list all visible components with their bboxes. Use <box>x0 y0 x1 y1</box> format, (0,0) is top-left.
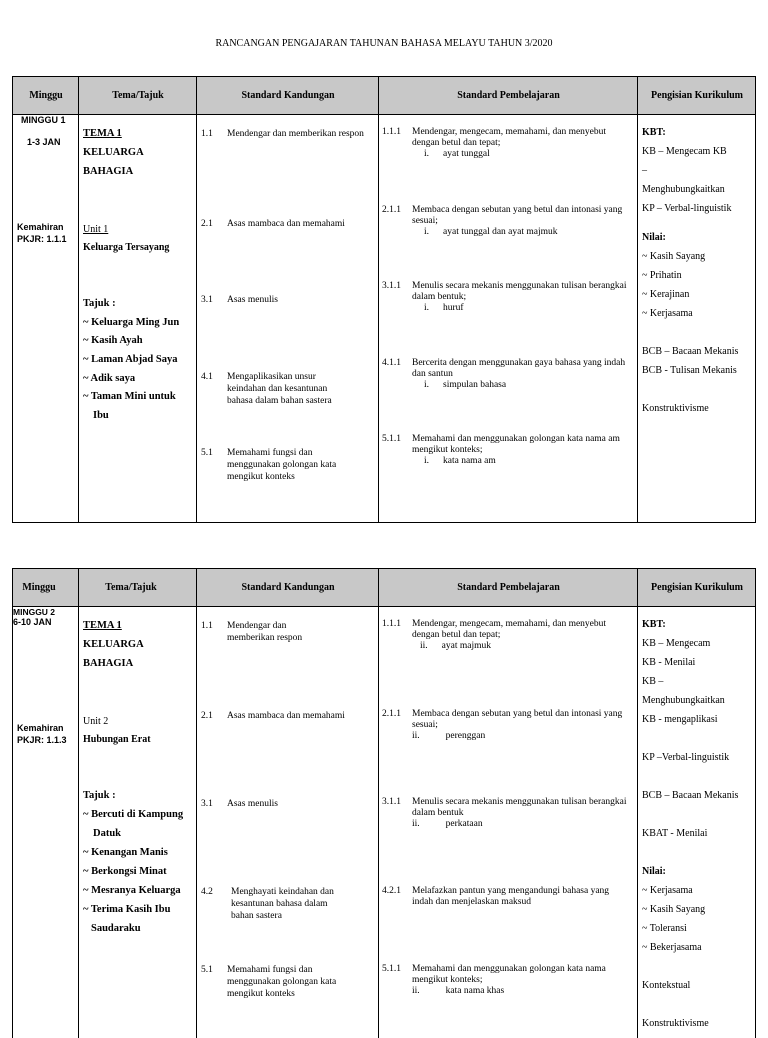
sk-item: 5.1 Memahami fungsi dan menggunakan golongan kata mengikut konteks <box>201 448 337 482</box>
tema-label: TEMA 1 <box>83 128 122 139</box>
sk-item: 4.1 Mengaplikasikan unsur keindahan dan kesantunan bahasa dalam bahan sastera <box>201 372 332 406</box>
tajuk-item: ~ Laman Abjad Saya <box>83 354 178 365</box>
header-standard-kandungan: Standard Kandungan <box>241 90 335 101</box>
plan-table-week-2 <box>12 568 756 1038</box>
pk-block: KBT: KB – Mengecam KB - Menilai KB – Menghubungkaitkan KB - mengaplikasi KP –Verbal-linguistik BCB – Bacaan Mekanis KBAT - Menilai Nilai: ~ Kerjasama ~ Kasih Sayang ~ Toleransi ~ Bekerjasama Kontekstual Konstruktivisme <box>642 619 739 1029</box>
sp-item: 4.2.1 Melafazkan pantun yang mengandungi bahasa yang indah dan menjelaskan maksud <box>382 886 610 907</box>
header-tema: Tema/Tajuk <box>112 90 164 101</box>
table-header <box>13 77 755 115</box>
week-label: MINGGU 1 <box>21 115 66 125</box>
tajuk-item: ~ Keluarga Ming Jun <box>83 317 180 328</box>
sp-item: 5.1.1 Memahami dan menggunakan golongan kata nama am mengikut konteks; i. kata nama am <box>382 434 620 466</box>
unit-label: Unit 2 <box>83 716 109 727</box>
tajuk-item: ~ Bercuti di Kampung <box>83 809 184 820</box>
week-date: 6-10 JAN <box>13 617 52 627</box>
header-standard-pembelajaran: Standard Pembelajaran <box>457 90 560 101</box>
sp-item: 3.1.1 Menulis secara mekanis menggunakan tulisan berangkai dalam bentuk ii. perkataan <box>382 797 627 829</box>
unit-title: Keluarga Tersayang <box>83 242 170 253</box>
tajuk-item: ~ Berkongsi Minat <box>83 866 167 877</box>
sp-item: 2.1.1 Membaca dengan sebutan yang betul dan intonasi yang sesuai; i. ayat tunggal dan ayat majmuk <box>382 205 623 237</box>
tema-label: TEMA 1 <box>83 620 122 631</box>
header-pengisian-kurikulum: Pengisian Kurikulum <box>651 90 743 101</box>
week-date: 1-3 JAN <box>27 137 61 147</box>
tajuk-item: ~ Kasih Ayah <box>83 335 143 346</box>
pkjr-code: PKJR: 1.1.1 <box>17 234 67 244</box>
tajuk-label: Tajuk : <box>83 298 116 309</box>
header-tema: Tema/Tajuk <box>105 582 157 593</box>
tajuk-item: ~ Kenangan Manis <box>83 847 168 858</box>
kemahiran-label: Kemahiran <box>17 723 64 733</box>
week-label: MINGGU 2 <box>13 607 56 617</box>
tema-line: KELUARGA <box>83 639 144 650</box>
tajuk-item: Ibu <box>93 410 109 421</box>
sp-item: 3.1.1 Menulis secara mekanis menggunakan tulisan berangkai dalam bentuk; i. huruf <box>382 281 627 313</box>
tajuk-item: ~ Adik saya <box>83 373 136 384</box>
sk-item: 3.1 Asas menulis <box>201 295 278 305</box>
unit-title: Hubungan Erat <box>83 734 151 745</box>
sk-item: 3.1 Asas menulis <box>201 799 278 809</box>
table-header <box>13 569 755 607</box>
tema-line: KELUARGA <box>83 147 144 158</box>
header-pengisian-kurikulum: Pengisian Kurikulum <box>651 582 743 593</box>
sp-item: 4.1.1 Bercerita dengan menggunakan gaya bahasa yang indah dan santun i. simpulan bahasa <box>382 358 626 390</box>
sp-item: 1.1.1 Mendengar, mengecam, memahami, dan menyebut dengan betul dan tepat; i. ayat tunggal <box>382 127 607 159</box>
tajuk-item: Saudaraku <box>91 923 141 934</box>
header-standard-kandungan: Standard Kandungan <box>241 582 335 593</box>
header-minggu: Minggu <box>29 90 63 101</box>
sk-item: 1.1 Mendengar dan memberikan respon <box>201 621 303 643</box>
tema-line: BAHAGIA <box>83 658 134 669</box>
sk-item: 2.1 Asas mambaca dan memahami <box>201 219 345 229</box>
sk-item: 4.2 Menghayati keindahan dan kesantunan bahasa dalam bahan sastera <box>201 887 334 921</box>
tajuk-item: ~ Terima Kasih Ibu <box>83 904 171 915</box>
unit-label: Unit 1 <box>83 224 109 235</box>
sp-item: 5.1.1 Memahami dan menggunakan golongan kata nama mengikut konteks; ii. kata nama khas <box>382 964 606 996</box>
sk-item: 1.1 Mendengar dan memberikan respon <box>201 129 364 139</box>
document-title: RANCANGAN PENGAJARAN TAHUNAN BAHASA MELAYU TAHUN 3/2020 <box>215 38 553 49</box>
pkjr-code: PKJR: 1.1.3 <box>17 735 67 745</box>
header-minggu: Minggu <box>22 582 56 593</box>
header-standard-pembelajaran: Standard Pembelajaran <box>457 582 560 593</box>
tema-line: BAHAGIA <box>83 166 134 177</box>
sk-item: 5.1 Memahami fungsi dan menggunakan golongan kata mengikut konteks <box>201 965 337 999</box>
tajuk-item: ~ Taman Mini untuk <box>83 391 176 402</box>
sp-item: 1.1.1 Mendengar, mengecam, memahami, dan menyebut dengan betul dan tepat; ii. ayat majmuk <box>382 619 607 651</box>
tajuk-item: ~ Mesranya Keluarga <box>83 885 181 896</box>
tajuk-label: Tajuk : <box>83 790 116 801</box>
plan-table-week-1 <box>12 76 756 523</box>
kemahiran-label: Kemahiran <box>17 222 64 232</box>
sp-item: 2.1.1 Membaca dengan sebutan yang betul dan intonasi yang sesuai; ii. perenggan <box>382 709 623 741</box>
sk-item: 2.1 Asas mambaca dan memahami <box>201 711 345 721</box>
tajuk-item: Datuk <box>93 828 122 839</box>
pk-block: KBT: KB – Mengecam KB – Menghubungkaitkan KP – Verbal-linguistik Nilai: ~ Kasih Sayang ~ Prihatin ~ Kerajinan ~ Kerjasama BCB – Bacaan Mekanis BCB - Tulisan Mekanis Konstruktivisme <box>642 127 739 414</box>
